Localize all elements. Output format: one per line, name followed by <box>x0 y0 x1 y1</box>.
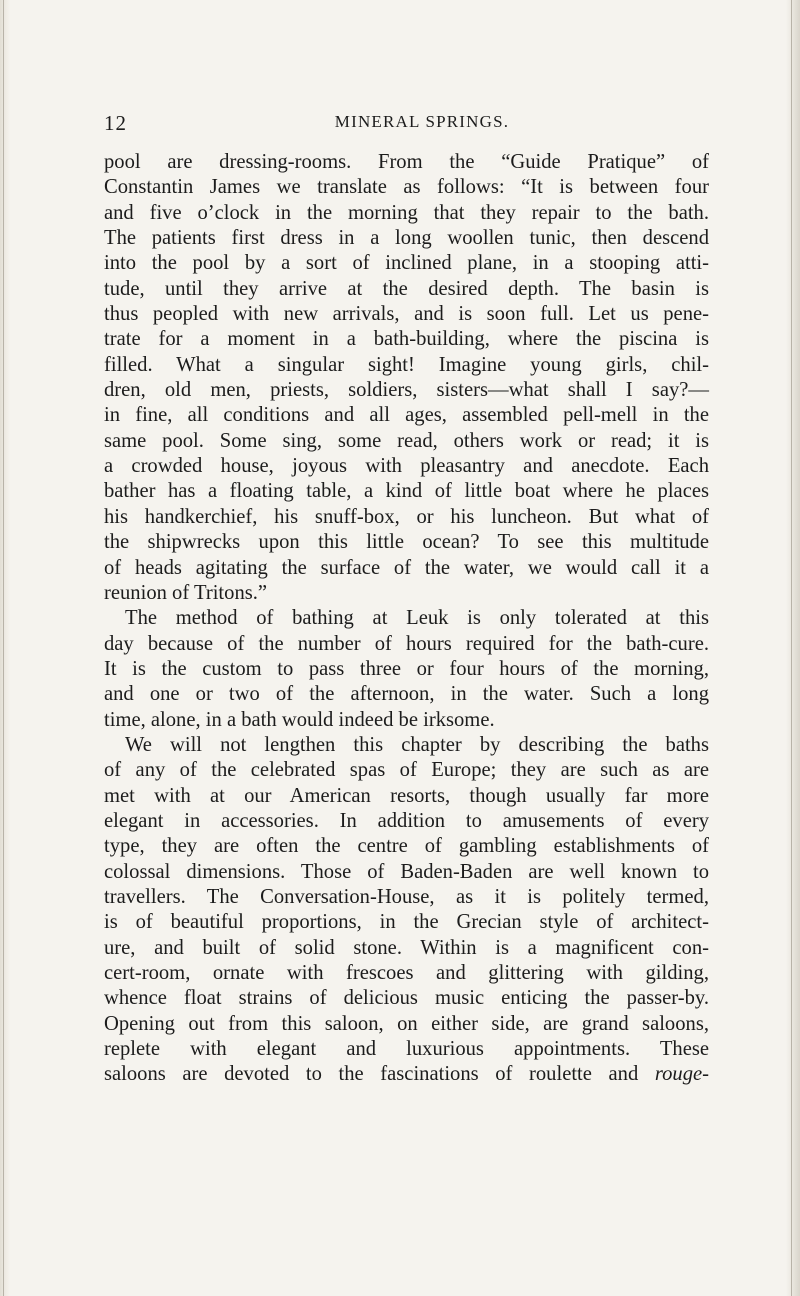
text-line <box>104 910 709 935</box>
text-line-content: saloons are devoted to the fascinations of roulette and <box>104 1063 639 1086</box>
italic-word: rouge- <box>654 1063 709 1086</box>
text-line <box>104 1012 709 1037</box>
text-line-content: trate for a moment in a bath-building, where the piscina is <box>104 328 709 351</box>
text-line-content: Constantin James we translate as follows: “It is between four <box>104 176 709 199</box>
text-line-content: and five o’clock in the morning that they repair to the bath. <box>104 201 709 224</box>
text-line <box>104 581 709 606</box>
page-header <box>104 111 704 135</box>
text-line <box>104 251 709 276</box>
text-line <box>104 1062 709 1087</box>
text-line-content: The patients first dress in a long woollen tunic, then descend <box>104 227 709 250</box>
text-line-content: day because of the number of hours required for the bath-cure. <box>104 632 709 655</box>
text-line <box>104 353 709 378</box>
running-head: MINERAL SPRINGS. <box>334 112 510 131</box>
text-line <box>104 733 709 758</box>
text-line-content: time, alone, in a bath would indeed be irksome. <box>104 708 495 731</box>
text-line <box>104 479 709 504</box>
text-line-content: filled. What a singular sight! Imagine young girls, chil- <box>104 353 709 376</box>
text-line <box>104 403 709 428</box>
text-line-content: the shipwrecks upon this little ocean? To see this multitude <box>104 531 709 554</box>
text-line <box>104 175 709 200</box>
text-line-content: a crowded house, joyous with pleasantry and anecdote. Each <box>104 455 709 478</box>
text-line-content: his handkerchief, his snuff-box, or his luncheon. But what of <box>104 505 709 528</box>
text-line-content: pool are dressing-rooms. From the “Guide Pratique” of <box>104 151 709 173</box>
text-line-content: of any of the celebrated spas of Europe; they are such as are <box>104 759 709 782</box>
text-line-content: replete with elegant and luxurious appointments. These <box>104 1038 709 1061</box>
page-scan-edge-right <box>786 0 800 1296</box>
text-line <box>104 1037 709 1062</box>
page-number: 12 <box>104 111 127 135</box>
page-scan-line-left <box>3 0 4 1296</box>
body-text <box>104 150 709 1088</box>
text-line <box>104 606 709 631</box>
page-scan-edge-left <box>0 0 10 1296</box>
text-line <box>104 936 709 961</box>
text-line <box>104 632 709 657</box>
text-line-content: met with at our American resorts, though usually far more <box>104 784 709 807</box>
text-line-content: is of beautiful proportions, in the Grecian style of architect- <box>104 911 709 934</box>
text-line-content: travellers. The Conversation-House, as it is politely termed, <box>104 885 709 908</box>
text-line <box>104 657 709 682</box>
text-line-content: The method of bathing at Leuk is only tolerated at this <box>125 607 709 630</box>
text-line <box>104 961 709 986</box>
text-line <box>104 556 709 581</box>
text-line <box>104 429 709 454</box>
text-line <box>104 277 709 302</box>
text-line <box>104 201 709 226</box>
text-line <box>104 505 709 530</box>
text-line <box>104 682 709 707</box>
text-line-content: It is the custom to pass three or four hours of the morning, <box>104 657 709 680</box>
page-scan-line-right <box>791 0 792 1296</box>
text-line <box>104 302 709 327</box>
text-line <box>104 378 709 403</box>
text-line-content: colossal dimensions. Those of Baden-Baden are well known to <box>104 860 709 883</box>
text-line <box>104 834 709 859</box>
text-line <box>104 327 709 352</box>
text-line-content: elegant in accessories. In addition to amusements of every <box>104 809 709 832</box>
text-line <box>104 708 709 733</box>
text-line <box>104 454 709 479</box>
text-line-content: reunion of Tritons.” <box>104 581 268 604</box>
text-line-content: type, they are often the centre of gambling establishments of <box>104 835 709 858</box>
text-line-content: dren, old men, priests, soldiers, sisters—what shall I say?— <box>104 379 709 402</box>
text-line-content: ure, and built of solid stone. Within is a magnificent con- <box>104 936 709 959</box>
text-line-content: tude, until they arrive at the desired depth. The basin is <box>104 277 709 300</box>
text-line-content: of heads agitating the surface of the water, we would call it a <box>104 556 709 579</box>
text-line <box>104 986 709 1011</box>
text-line <box>104 150 709 175</box>
text-line-content: and one or two of the afternoon, in the water. Such a long <box>104 683 709 706</box>
text-line-content: bather has a floating table, a kind of little boat where he places <box>104 480 709 503</box>
text-line-content: We will not lengthen this chapter by describing the baths <box>125 733 709 756</box>
text-line-content: same pool. Some sing, some read, others work or read; it is <box>104 429 709 452</box>
text-line <box>104 226 709 251</box>
text-line <box>104 885 709 910</box>
text-line-content: cert-room, ornate with frescoes and glittering with gilding, <box>104 962 709 984</box>
text-line-content: Opening out from this saloon, on either side, are grand saloons, <box>104 1012 709 1035</box>
text-line <box>104 530 709 555</box>
text-line <box>104 860 709 885</box>
text-line <box>104 784 709 809</box>
text-line-content: thus peopled with new arrivals, and is soon full. Let us pene- <box>104 303 709 326</box>
text-line <box>104 809 709 834</box>
text-line-content: in fine, all conditions and all ages, assembled pell-mell in the <box>104 404 709 427</box>
text-line <box>104 758 709 783</box>
text-line-content: whence float strains of delicious music enticing the passer-by. <box>104 987 709 1010</box>
text-line-content: into the pool by a sort of inclined plane, in a stooping atti- <box>104 252 709 275</box>
